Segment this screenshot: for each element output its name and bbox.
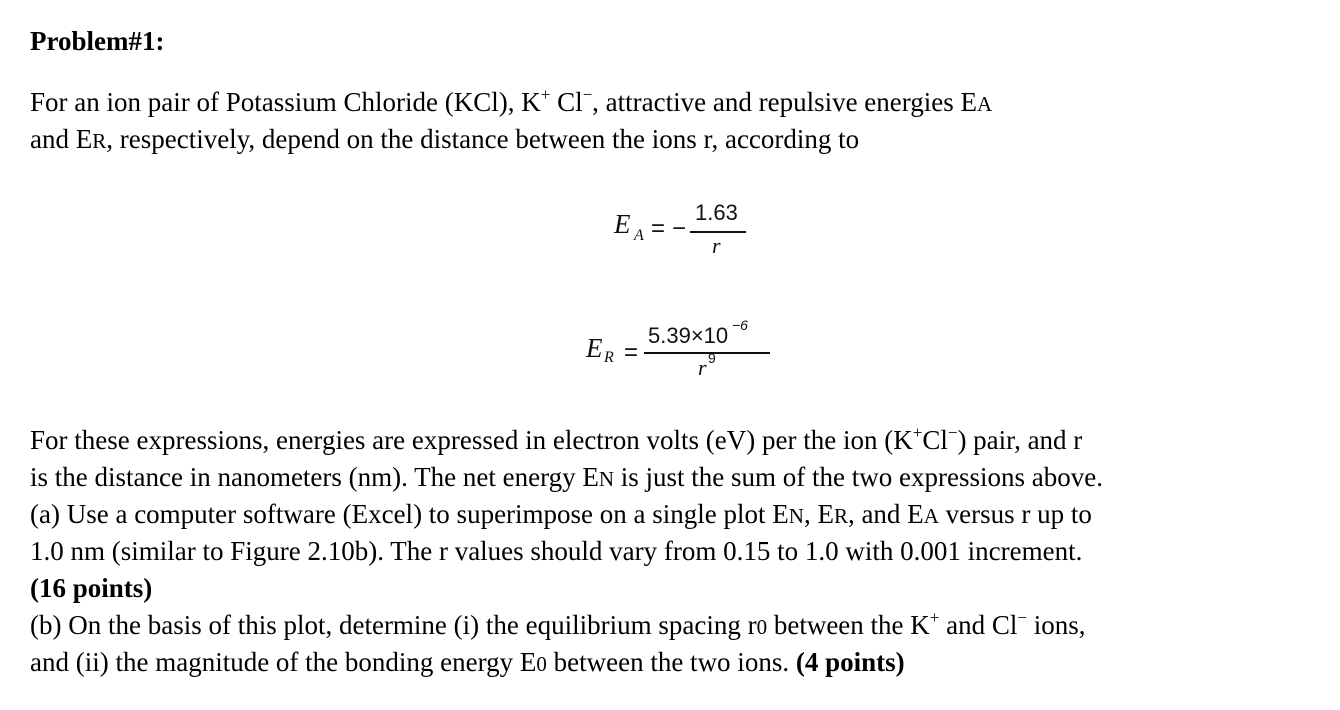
small-caps-subscript: 0 [756, 615, 768, 639]
equation-lhs: E [614, 209, 631, 239]
body-line-1 [30, 422, 1103, 459]
equation-lhs-subscript: R [604, 349, 614, 366]
fraction-denominator: r [712, 233, 721, 258]
equation-repulsive [580, 315, 780, 390]
text-run: , E [803, 499, 834, 529]
fraction-numerator: 1.63 [695, 200, 738, 225]
body-line-2 [30, 459, 1103, 496]
text-run: , and E [847, 499, 924, 529]
small-caps-subscript: R [833, 504, 848, 528]
text-run: (b) On the basis of this plot, determine (i) the equilibrium spacing r [30, 610, 757, 640]
text-run: versus r up to [938, 499, 1092, 529]
superscript: − [1017, 608, 1027, 627]
fraction-bar [644, 352, 770, 354]
small-caps-subscript: A [923, 504, 939, 528]
small-caps-subscript: R [92, 129, 107, 153]
superscript: − [582, 85, 593, 104]
equation-attractive [600, 195, 760, 265]
text-run: Cl [550, 87, 583, 117]
part-b-points: (4 points) [795, 647, 905, 677]
text-run: and Cl [939, 610, 1018, 640]
minus-sign: − [672, 215, 687, 242]
text-run: between the K [767, 610, 930, 640]
equation-lhs-subscript: A [634, 227, 644, 244]
text-run: ions, [1026, 610, 1086, 640]
small-caps-subscript: A [977, 92, 993, 116]
text-run: and (ii) the magnitude of the bonding energy E [30, 647, 537, 677]
text-run: is the distance in nanometers (nm). The net energy E [30, 462, 599, 492]
text-run: , attractive and repulsive energies E [592, 87, 978, 117]
part-a-points: (16 points) [30, 573, 153, 603]
fraction-numerator: 5.39×10 [648, 323, 729, 348]
fraction-denominator: r [698, 355, 707, 380]
text-run: For these expressions, energies are expressed in electron volts (eV) per the ion (K [30, 425, 913, 455]
equals-sign: = [651, 215, 666, 242]
text-run: , respectively, depend on the distance between the ions r, according to [106, 124, 860, 154]
denominator-exponent: 9 [708, 350, 716, 366]
problem-heading: Problem#1: [30, 26, 165, 56]
small-caps-subscript: N [788, 504, 804, 528]
text-run: between the two ions. [546, 647, 796, 677]
intro-line-1 [30, 84, 992, 121]
text-run: For an ion pair of Potassium Chloride (KCl), K [30, 87, 541, 117]
text-run: and E [30, 124, 93, 154]
body-line-7 [30, 644, 1103, 681]
body-line-3 [30, 496, 1103, 533]
text-run: Cl [922, 425, 948, 455]
text-run: (a) Use a computer software (Excel) to superimpose on a single plot E [30, 499, 789, 529]
equation-lhs: E [586, 333, 603, 363]
text-run: is just the sum of the two expressions above. [614, 462, 1103, 492]
intro-line-2 [30, 121, 992, 158]
superscript: + [929, 608, 940, 627]
numerator-exponent: −6 [732, 317, 748, 333]
small-caps-subscript: N [598, 467, 615, 491]
text-run: ) pair, and r [957, 425, 1083, 455]
intro-paragraph [30, 84, 992, 158]
superscript: + [540, 85, 551, 104]
superscript: + [912, 423, 923, 442]
body-line-4: 1.0 nm (similar to Figure 2.10b). The r values should vary from 0.15 to 1.0 with 0.001 increment. [30, 536, 1083, 566]
superscript: − [947, 423, 958, 442]
body-paragraph [30, 422, 1103, 681]
small-caps-subscript: 0 [536, 652, 547, 676]
equals-sign: = [624, 339, 639, 366]
body-line-6 [30, 607, 1103, 644]
